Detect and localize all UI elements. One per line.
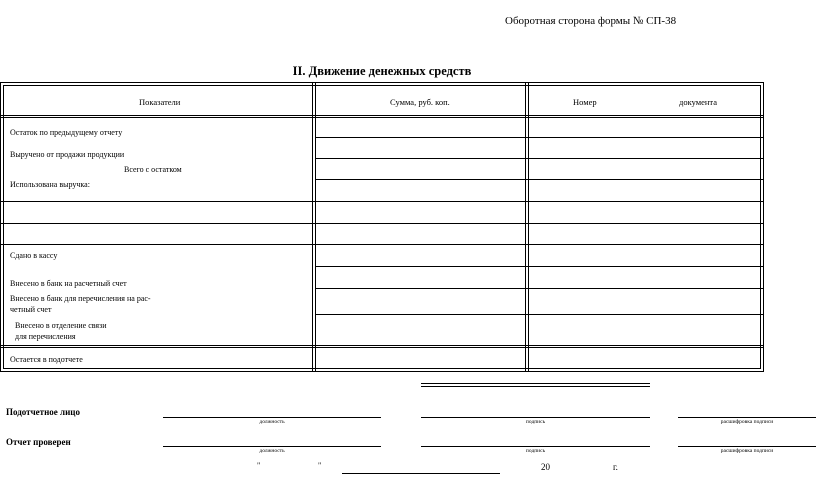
row-label-remains: Остается в подотчете <box>10 355 83 364</box>
row-divider <box>315 288 763 289</box>
report-checked-label: Отчет проверен <box>6 437 71 447</box>
row-label-total-with-balance: Всего с остатком <box>124 165 182 174</box>
row-divider <box>315 266 763 267</box>
signature-caption: подпись <box>525 419 546 425</box>
row-divider <box>315 137 763 138</box>
row-divider <box>1 201 763 202</box>
row-label-postal-cont: для перечисления <box>15 332 76 341</box>
date-quote-close: " <box>318 461 322 470</box>
row-label-handed-cash: Сдано в кассу <box>10 251 58 260</box>
decoding-caption: расшифровка подписи <box>720 419 774 425</box>
row-divider <box>315 314 763 315</box>
col-header-amount: Сумма, руб. коп. <box>390 97 450 107</box>
column-divider <box>528 83 529 371</box>
col-header-indicators: Показатели <box>139 97 181 107</box>
date-year-suffix: г. <box>613 462 618 472</box>
total-line <box>421 386 650 387</box>
decoding-caption: расшифровка подписи <box>720 448 774 454</box>
row-label-postal: Внесено в отделение связи <box>15 321 107 330</box>
date-year-prefix: 20 <box>541 462 550 472</box>
position-caption: должность <box>259 448 285 454</box>
section-title: II. Движение денежных средств <box>292 64 472 78</box>
accountable-signature-line[interactable] <box>421 417 650 418</box>
position-caption: должность <box>259 419 285 425</box>
signature-caption: подпись <box>525 448 546 454</box>
accountable-person-label: Подотчетное лицо <box>6 407 80 417</box>
column-divider <box>315 83 316 371</box>
total-line <box>421 383 650 384</box>
header-divider <box>1 115 763 116</box>
checker-decoding-line[interactable] <box>678 446 816 447</box>
column-divider <box>312 83 313 371</box>
col-header-doc-document: документа <box>679 97 718 107</box>
date-quote-open: " <box>257 461 261 470</box>
row-label-balance-prev: Остаток по предыдущему отчету <box>10 128 123 137</box>
accountable-position-line[interactable] <box>163 417 381 418</box>
checker-position-line[interactable] <box>163 446 381 447</box>
row-divider <box>1 223 763 224</box>
date-month-line[interactable] <box>342 473 500 474</box>
cash-movement-table <box>0 82 764 372</box>
row-label-proceeds-sales: Выручено от продажи продукции <box>10 150 125 159</box>
form-reference: Оборотная сторона формы № СП-38 <box>505 15 677 27</box>
row-divider <box>315 158 763 159</box>
row-label-deposited-transfer-cont: четный счет <box>10 305 52 314</box>
header-divider <box>1 117 763 118</box>
row-divider <box>315 179 763 180</box>
row-divider <box>1 347 763 348</box>
column-divider <box>525 83 526 371</box>
row-label-deposited-transfer: Внесено в банк для перечисления на рас- <box>10 294 151 303</box>
checker-signature-line[interactable] <box>421 446 650 447</box>
row-divider <box>1 345 763 346</box>
row-label-deposited-account: Внесено в банк на расчетный счет <box>10 279 127 288</box>
col-header-doc-number: Номер <box>573 97 597 107</box>
accountable-decoding-line[interactable] <box>678 417 816 418</box>
row-divider <box>1 244 763 245</box>
row-label-used-proceeds: Использована выручка: <box>10 180 90 189</box>
